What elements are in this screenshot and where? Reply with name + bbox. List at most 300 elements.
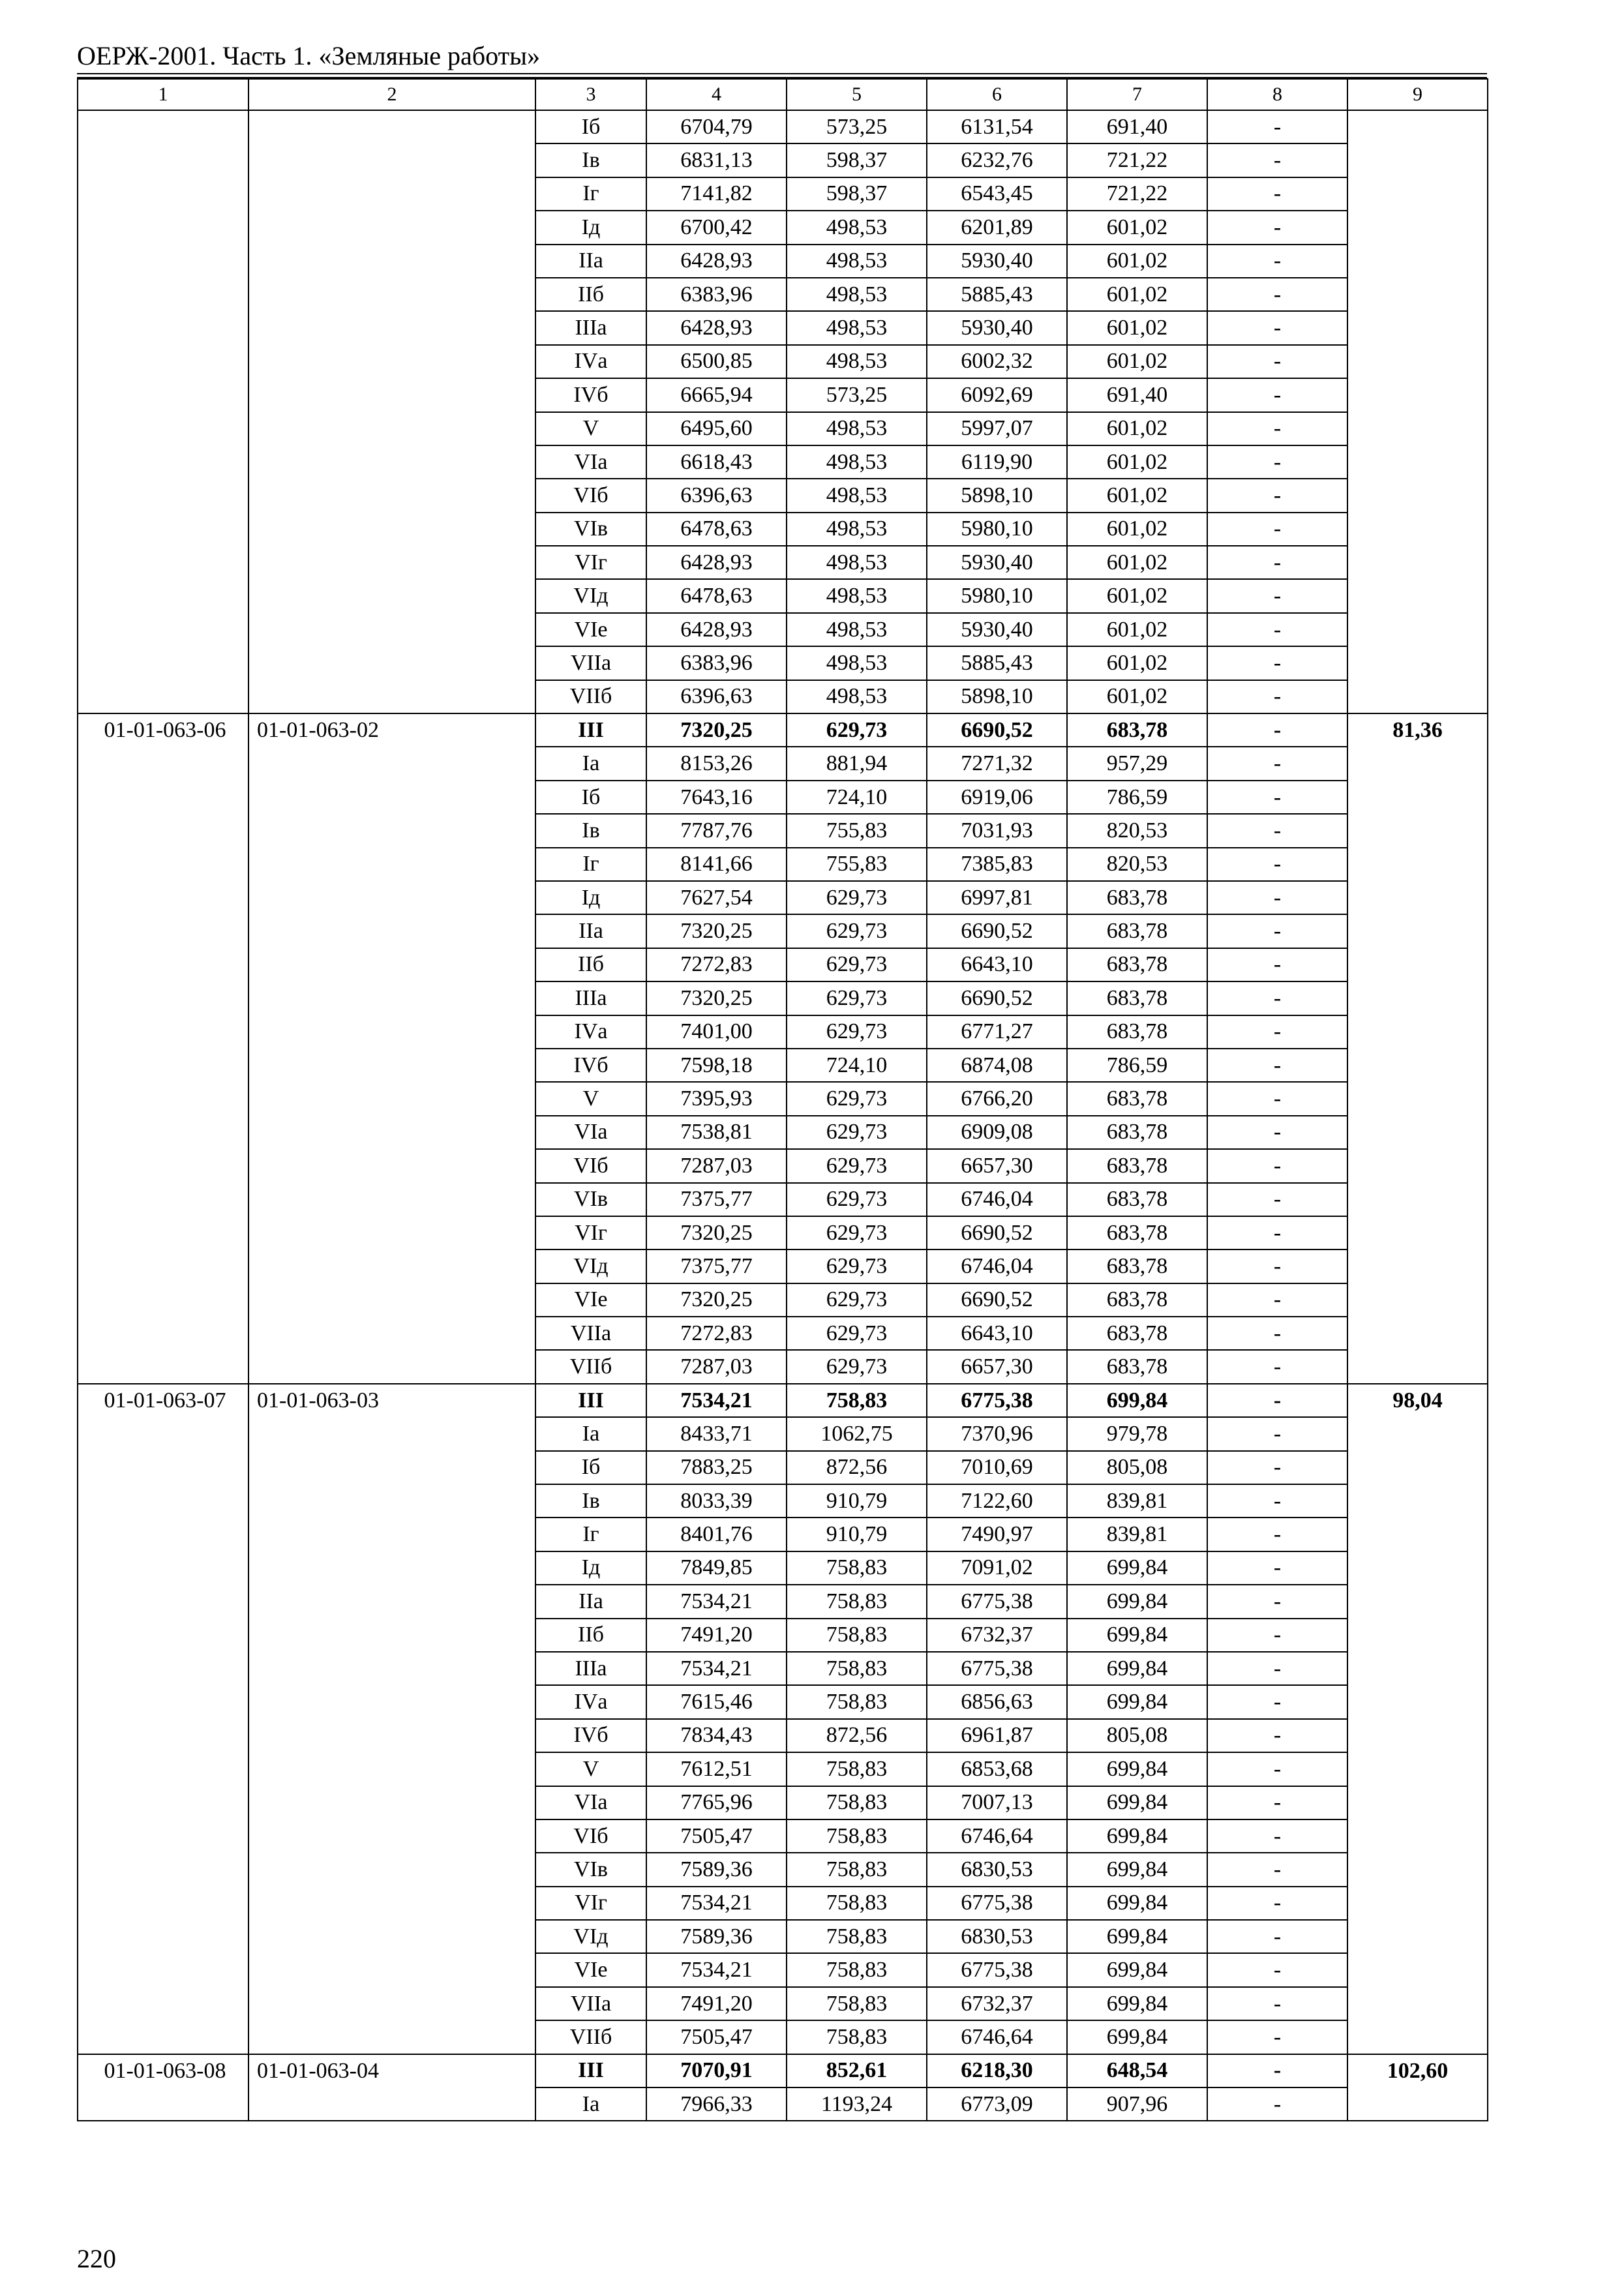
zone-cell: VIе — [535, 1953, 646, 1986]
code-cell: 01-01-063-06 — [78, 713, 248, 1384]
materials-cell: - — [1207, 110, 1347, 143]
zone-cell: IVа — [535, 345, 646, 378]
zone-cell: IVб — [535, 1719, 646, 1752]
wages-cell: 629,73 — [787, 1183, 927, 1216]
wages-cell: 629,73 — [787, 1082, 927, 1115]
materials-cell: - — [1207, 1619, 1347, 1652]
table-body — [78, 79, 1488, 2121]
total-cost-cell: 7287,03 — [646, 1149, 787, 1182]
machines-cell: 6766,20 — [927, 1082, 1067, 1115]
zone-cell: III — [535, 1384, 646, 1417]
wages-cell: 758,83 — [787, 1585, 927, 1618]
zone-cell: Iг — [535, 177, 646, 211]
total-cost-cell: 7849,85 — [646, 1551, 787, 1585]
total-cost-cell: 7320,25 — [646, 1216, 787, 1249]
machines-cell: 7010,69 — [927, 1451, 1067, 1484]
total-cost-cell: 6478,63 — [646, 513, 787, 546]
operator-wages-cell: 683,78 — [1067, 914, 1207, 948]
materials-cell: - — [1207, 143, 1347, 177]
total-cost-cell: 7643,16 — [646, 781, 787, 814]
materials-cell: - — [1207, 513, 1347, 546]
machines-cell: 6092,69 — [927, 378, 1067, 411]
operator-wages-cell: 601,02 — [1067, 579, 1207, 612]
code-cell: 01-01-063-08 — [78, 2054, 248, 2121]
operator-wages-cell: 699,84 — [1067, 1585, 1207, 1618]
materials-cell: - — [1207, 1417, 1347, 1450]
machines-cell: 6853,68 — [927, 1752, 1067, 1786]
machines-cell: 5930,40 — [927, 245, 1067, 278]
zone-cell: VIб — [535, 479, 646, 512]
zone-cell: VIб — [535, 1819, 646, 1853]
machines-cell: 7271,32 — [927, 747, 1067, 780]
zone-cell: Iа — [535, 2087, 646, 2121]
materials-cell: - — [1207, 713, 1347, 747]
total-cost-cell: 7491,20 — [646, 1987, 787, 2020]
wages-cell: 573,25 — [787, 378, 927, 411]
total-cost-cell: 7534,21 — [646, 1887, 787, 1920]
zone-cell: VIе — [535, 1283, 646, 1317]
materials-cell: - — [1207, 345, 1347, 378]
operator-wages-cell: 820,53 — [1067, 814, 1207, 847]
zone-cell: Iб — [535, 781, 646, 814]
zone-cell: III — [535, 713, 646, 747]
column-number: 3 — [535, 79, 646, 110]
base-code-cell — [248, 110, 535, 713]
machines-cell: 7091,02 — [927, 1551, 1067, 1585]
total-cost-cell: 6428,93 — [646, 311, 787, 344]
wages-cell: 881,94 — [787, 747, 927, 780]
total-cost-cell: 7320,25 — [646, 713, 787, 747]
machines-cell: 6773,09 — [927, 2087, 1067, 2121]
wages-cell: 498,53 — [787, 513, 927, 546]
machines-cell: 7490,97 — [927, 1518, 1067, 1551]
materials-cell: - — [1207, 245, 1347, 278]
total-cost-cell: 7320,25 — [646, 1283, 787, 1317]
machines-cell: 6690,52 — [927, 1216, 1067, 1249]
zone-cell: VIг — [535, 1216, 646, 1249]
operator-wages-cell: 691,40 — [1067, 110, 1207, 143]
total-cost-cell: 6478,63 — [646, 579, 787, 612]
machines-cell: 6771,27 — [927, 1015, 1067, 1049]
zone-cell: VIIа — [535, 1987, 646, 2020]
materials-cell: - — [1207, 2087, 1347, 2121]
zone-cell: Iд — [535, 1551, 646, 1585]
operator-wages-cell: 601,02 — [1067, 211, 1207, 244]
materials-cell: - — [1207, 546, 1347, 579]
machines-cell: 6543,45 — [927, 177, 1067, 211]
operator-wages-cell: 683,78 — [1067, 1249, 1207, 1283]
total-cost-cell: 7589,36 — [646, 1853, 787, 1886]
zone-cell: IVа — [535, 1015, 646, 1049]
zone-cell: Iд — [535, 211, 646, 244]
wages-cell: 498,53 — [787, 546, 927, 579]
machines-cell: 6874,08 — [927, 1049, 1067, 1082]
materials-cell: - — [1207, 1685, 1347, 1718]
total-cost-cell: 7765,96 — [646, 1786, 787, 1819]
zone-cell: IIIа — [535, 1652, 646, 1685]
materials-cell: - — [1207, 1283, 1347, 1317]
wages-cell: 598,37 — [787, 143, 927, 177]
operator-wages-cell: 601,02 — [1067, 412, 1207, 445]
total-cost-cell: 7505,47 — [646, 2020, 787, 2054]
zone-cell: VIд — [535, 1920, 646, 1953]
zone-cell: VIд — [535, 579, 646, 612]
total-cost-cell: 7320,25 — [646, 981, 787, 1015]
header-rule-top — [77, 73, 1487, 74]
total-cost-cell: 6831,13 — [646, 143, 787, 177]
total-cost-cell: 7070,91 — [646, 2054, 787, 2087]
materials-cell: - — [1207, 1451, 1347, 1484]
zone-cell: VIа — [535, 445, 646, 479]
total-cost-cell: 7534,21 — [646, 1953, 787, 1986]
total-cost-cell: 7534,21 — [646, 1585, 787, 1618]
machines-cell: 6775,38 — [927, 1887, 1067, 1920]
column-number: 7 — [1067, 79, 1207, 110]
materials-cell: - — [1207, 1484, 1347, 1518]
materials-cell: - — [1207, 211, 1347, 244]
wages-cell: 629,73 — [787, 1116, 927, 1149]
wages-cell: 758,83 — [787, 1887, 927, 1920]
machines-cell: 7007,13 — [927, 1786, 1067, 1819]
wages-cell: 724,10 — [787, 781, 927, 814]
wages-cell: 629,73 — [787, 881, 927, 914]
machines-cell: 6919,06 — [927, 781, 1067, 814]
machines-cell: 7031,93 — [927, 814, 1067, 847]
zone-cell: VIIа — [535, 1317, 646, 1350]
zone-cell: IIа — [535, 914, 646, 948]
operator-wages-cell: 699,84 — [1067, 1853, 1207, 1886]
zone-cell: Iб — [535, 1451, 646, 1484]
materials-cell: - — [1207, 848, 1347, 881]
total-cost-cell: 7141,82 — [646, 177, 787, 211]
zone-cell: Iв — [535, 1484, 646, 1518]
zone-cell: IVб — [535, 378, 646, 411]
zone-cell: IIа — [535, 1585, 646, 1618]
machines-cell: 7122,60 — [927, 1484, 1067, 1518]
total-cost-cell: 8153,26 — [646, 747, 787, 780]
machines-cell: 6909,08 — [927, 1116, 1067, 1149]
materials-cell: - — [1207, 1887, 1347, 1920]
operator-wages-cell: 699,84 — [1067, 1752, 1207, 1786]
total-cost-cell: 7320,25 — [646, 914, 787, 948]
total-cost-cell: 6396,63 — [646, 479, 787, 512]
wages-cell: 598,37 — [787, 177, 927, 211]
total-cost-cell: 7375,77 — [646, 1249, 787, 1283]
wages-cell: 498,53 — [787, 311, 927, 344]
zone-cell: Iв — [535, 814, 646, 847]
total-cost-cell: 7375,77 — [646, 1183, 787, 1216]
machines-cell: 6643,10 — [927, 1317, 1067, 1350]
operator-wages-cell: 805,08 — [1067, 1451, 1207, 1484]
operator-wages-cell: 786,59 — [1067, 781, 1207, 814]
materials-cell: - — [1207, 781, 1347, 814]
materials-cell: - — [1207, 1350, 1347, 1383]
operator-wages-cell: 907,96 — [1067, 2087, 1207, 2121]
total-cost-cell: 6428,93 — [646, 245, 787, 278]
machines-cell: 6997,81 — [927, 881, 1067, 914]
materials-cell: - — [1207, 278, 1347, 311]
materials-cell: - — [1207, 2020, 1347, 2054]
machines-cell: 7370,96 — [927, 1417, 1067, 1450]
zone-cell: Iа — [535, 1417, 646, 1450]
zone-cell: IIб — [535, 278, 646, 311]
wages-cell: 629,73 — [787, 1350, 927, 1383]
operator-wages-cell: 601,02 — [1067, 445, 1207, 479]
machines-cell: 5930,40 — [927, 311, 1067, 344]
wages-cell: 758,83 — [787, 1685, 927, 1718]
wages-cell: 629,73 — [787, 1283, 927, 1317]
operator-wages-cell: 683,78 — [1067, 948, 1207, 981]
operator-wages-cell: 839,81 — [1067, 1518, 1207, 1551]
operator-wages-cell: 601,02 — [1067, 245, 1207, 278]
machines-cell: 6746,64 — [927, 1819, 1067, 1853]
table-row — [78, 713, 1488, 747]
operator-wages-cell: 699,84 — [1067, 1920, 1207, 1953]
total-cost-cell: 7401,00 — [646, 1015, 787, 1049]
machines-cell: 5898,10 — [927, 680, 1067, 713]
operator-wages-cell: 699,84 — [1067, 1685, 1207, 1718]
operator-wages-cell: 699,84 — [1067, 1551, 1207, 1585]
total-cost-cell: 6428,93 — [646, 546, 787, 579]
materials-cell: - — [1207, 1116, 1347, 1149]
wages-cell: 758,83 — [787, 2020, 927, 2054]
materials-cell: - — [1207, 1049, 1347, 1082]
wages-cell: 498,53 — [787, 479, 927, 512]
operator-wages-cell: 648,54 — [1067, 2054, 1207, 2087]
total-cost-cell: 7834,43 — [646, 1719, 787, 1752]
zone-cell: IVа — [535, 1685, 646, 1718]
zone-cell: Iа — [535, 747, 646, 780]
machines-cell: 6746,64 — [927, 2020, 1067, 2054]
operator-wages-cell: 683,78 — [1067, 713, 1207, 747]
machines-cell: 6732,37 — [927, 1987, 1067, 2020]
operator-wages-cell: 683,78 — [1067, 1317, 1207, 1350]
total-cost-cell: 6495,60 — [646, 412, 787, 445]
zone-cell: V — [535, 412, 646, 445]
wages-cell: 758,83 — [787, 1786, 927, 1819]
machines-cell: 6119,90 — [927, 445, 1067, 479]
wages-cell: 629,73 — [787, 1317, 927, 1350]
zone-cell: Iд — [535, 881, 646, 914]
machines-cell: 6232,76 — [927, 143, 1067, 177]
wages-cell: 872,56 — [787, 1719, 927, 1752]
machines-cell: 6732,37 — [927, 1619, 1067, 1652]
zone-cell: IIб — [535, 948, 646, 981]
total-cost-cell: 7538,81 — [646, 1116, 787, 1149]
column-number: 6 — [927, 79, 1067, 110]
operator-wages-cell: 601,02 — [1067, 311, 1207, 344]
operator-wages-cell: 601,02 — [1067, 278, 1207, 311]
zone-cell: VIIб — [535, 2020, 646, 2054]
materials-cell: - — [1207, 1082, 1347, 1115]
column-number: 1 — [78, 79, 248, 110]
operator-wages-cell: 601,02 — [1067, 646, 1207, 680]
wages-cell: 498,53 — [787, 445, 927, 479]
operator-wages-cell: 683,78 — [1067, 981, 1207, 1015]
operator-wages-cell: 699,84 — [1067, 1786, 1207, 1819]
total-cost-cell: 6383,96 — [646, 646, 787, 680]
zone-cell: III — [535, 2054, 646, 2087]
total-cost-cell: 7589,36 — [646, 1920, 787, 1953]
materials-cell: - — [1207, 1551, 1347, 1585]
machines-cell: 6775,38 — [927, 1652, 1067, 1685]
materials-cell: - — [1207, 1786, 1347, 1819]
operator-wages-cell: 683,78 — [1067, 881, 1207, 914]
operator-wages-cell: 699,84 — [1067, 1987, 1207, 2020]
materials-cell: - — [1207, 1853, 1347, 1886]
zone-cell: VIIб — [535, 1350, 646, 1383]
operator-wages-cell: 683,78 — [1067, 1116, 1207, 1149]
operator-wages-cell: 957,29 — [1067, 747, 1207, 780]
zone-cell: Iв — [535, 143, 646, 177]
machines-cell: 6690,52 — [927, 713, 1067, 747]
labor-cost-cell — [1347, 110, 1488, 713]
wages-cell: 498,53 — [787, 412, 927, 445]
wages-cell: 629,73 — [787, 948, 927, 981]
materials-cell: - — [1207, 579, 1347, 612]
machines-cell: 5980,10 — [927, 579, 1067, 612]
wages-cell: 1193,24 — [787, 2087, 927, 2121]
total-cost-cell: 7534,21 — [646, 1652, 787, 1685]
page-number: 220 — [77, 2244, 116, 2273]
wages-cell: 758,83 — [787, 1920, 927, 1953]
machines-cell: 5930,40 — [927, 546, 1067, 579]
wages-cell: 629,73 — [787, 1015, 927, 1049]
materials-cell: - — [1207, 1652, 1347, 1685]
total-cost-cell: 8433,71 — [646, 1417, 787, 1450]
wages-cell: 498,53 — [787, 245, 927, 278]
wages-cell: 724,10 — [787, 1049, 927, 1082]
base-code-cell: 01-01-063-04 — [248, 2054, 535, 2121]
wages-cell: 758,83 — [787, 1953, 927, 1986]
materials-cell: - — [1207, 814, 1347, 847]
operator-wages-cell: 683,78 — [1067, 1149, 1207, 1182]
materials-cell: - — [1207, 1518, 1347, 1551]
machines-cell: 6746,04 — [927, 1249, 1067, 1283]
materials-cell: - — [1207, 177, 1347, 211]
total-cost-cell: 7395,93 — [646, 1082, 787, 1115]
wages-cell: 758,83 — [787, 1819, 927, 1853]
materials-cell: - — [1207, 1987, 1347, 2020]
operator-wages-cell: 699,84 — [1067, 1953, 1207, 1986]
operator-wages-cell: 820,53 — [1067, 848, 1207, 881]
zone-cell: VIв — [535, 1853, 646, 1886]
column-number: 8 — [1207, 79, 1347, 110]
column-number: 5 — [787, 79, 927, 110]
materials-cell: - — [1207, 613, 1347, 646]
zone-cell: IVб — [535, 1049, 646, 1082]
machines-cell: 5885,43 — [927, 278, 1067, 311]
zone-cell: VIв — [535, 1183, 646, 1216]
code-cell — [78, 110, 248, 713]
machines-cell: 6775,38 — [927, 1585, 1067, 1618]
zone-cell: VIе — [535, 613, 646, 646]
page-header: ОЕРЖ-2001. Часть 1. «Земляные работы» — [77, 41, 540, 70]
zone-cell: IIIа — [535, 981, 646, 1015]
materials-cell: - — [1207, 948, 1347, 981]
zone-cell: IIа — [535, 245, 646, 278]
code-cell: 01-01-063-07 — [78, 1384, 248, 2054]
labor-cost-cell: 98,04 — [1347, 1384, 1488, 2054]
zone-cell: VIг — [535, 546, 646, 579]
operator-wages-cell: 683,78 — [1067, 1183, 1207, 1216]
operator-wages-cell: 699,84 — [1067, 1619, 1207, 1652]
machines-cell: 5980,10 — [927, 513, 1067, 546]
wages-cell: 758,83 — [787, 1987, 927, 2020]
machines-cell: 6657,30 — [927, 1149, 1067, 1182]
wages-cell: 498,53 — [787, 278, 927, 311]
materials-cell: - — [1207, 981, 1347, 1015]
operator-wages-cell: 601,02 — [1067, 680, 1207, 713]
materials-cell: - — [1207, 1249, 1347, 1283]
operator-wages-cell: 699,84 — [1067, 2020, 1207, 2054]
wages-cell: 629,73 — [787, 1149, 927, 1182]
table-row — [78, 2054, 1488, 2087]
price-table — [77, 78, 1488, 2121]
base-code-cell: 01-01-063-03 — [248, 1384, 535, 2054]
total-cost-cell: 7272,83 — [646, 1317, 787, 1350]
wages-cell: 629,73 — [787, 1249, 927, 1283]
wages-cell: 629,73 — [787, 914, 927, 948]
materials-cell: - — [1207, 1015, 1347, 1049]
wages-cell: 758,83 — [787, 1551, 927, 1585]
total-cost-cell: 7966,33 — [646, 2087, 787, 2121]
wages-cell: 498,53 — [787, 680, 927, 713]
total-cost-cell: 7534,21 — [646, 1384, 787, 1417]
machines-cell: 6002,32 — [927, 345, 1067, 378]
machines-cell: 5885,43 — [927, 646, 1067, 680]
total-cost-cell: 7505,47 — [646, 1819, 787, 1853]
materials-cell: - — [1207, 1953, 1347, 1986]
operator-wages-cell: 683,78 — [1067, 1015, 1207, 1049]
wages-cell: 852,61 — [787, 2054, 927, 2087]
operator-wages-cell: 805,08 — [1067, 1719, 1207, 1752]
machines-cell: 6690,52 — [927, 981, 1067, 1015]
total-cost-cell: 7598,18 — [646, 1049, 787, 1082]
machines-cell: 5997,07 — [927, 412, 1067, 445]
total-cost-cell: 7491,20 — [646, 1619, 787, 1652]
operator-wages-cell: 786,59 — [1067, 1049, 1207, 1082]
table-row — [78, 1384, 1488, 1417]
operator-wages-cell: 601,02 — [1067, 513, 1207, 546]
machines-cell: 6961,87 — [927, 1719, 1067, 1752]
zone-cell: Iг — [535, 1518, 646, 1551]
materials-cell: - — [1207, 1183, 1347, 1216]
materials-cell: - — [1207, 1317, 1347, 1350]
machines-cell: 6775,38 — [927, 1384, 1067, 1417]
materials-cell: - — [1207, 1920, 1347, 1953]
wages-cell: 1062,75 — [787, 1417, 927, 1450]
total-cost-cell: 8401,76 — [646, 1518, 787, 1551]
materials-cell: - — [1207, 378, 1347, 411]
machines-cell: 6218,30 — [927, 2054, 1067, 2087]
machines-cell: 6856,63 — [927, 1685, 1067, 1718]
table-row — [78, 110, 1488, 143]
materials-cell: - — [1207, 680, 1347, 713]
total-cost-cell: 6665,94 — [646, 378, 787, 411]
operator-wages-cell: 683,78 — [1067, 1082, 1207, 1115]
total-cost-cell: 6383,96 — [646, 278, 787, 311]
labor-cost-cell: 81,36 — [1347, 713, 1488, 1384]
operator-wages-cell: 699,84 — [1067, 1652, 1207, 1685]
materials-cell: - — [1207, 881, 1347, 914]
operator-wages-cell: 691,40 — [1067, 378, 1207, 411]
machines-cell: 6690,52 — [927, 1283, 1067, 1317]
total-cost-cell: 6618,43 — [646, 445, 787, 479]
wages-cell: 755,83 — [787, 848, 927, 881]
machines-cell: 5930,40 — [927, 613, 1067, 646]
total-cost-cell: 6704,79 — [646, 110, 787, 143]
